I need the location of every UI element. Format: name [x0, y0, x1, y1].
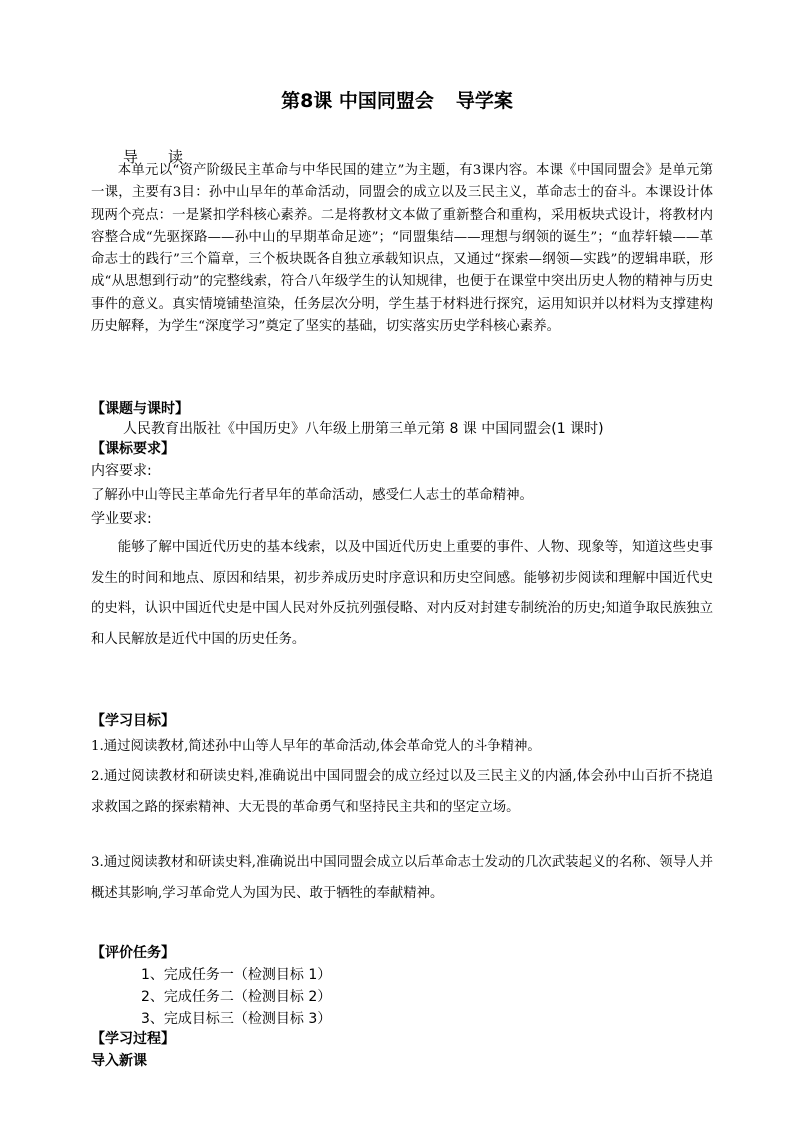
intro-new-lesson: 导入新课	[91, 1053, 147, 1069]
section-process: 【学习过程】	[91, 1031, 175, 1047]
daodu-heading: 导读	[123, 148, 214, 166]
goal-1: 1.通过阅读教材,简述孙中山等人早年的革命活动,体会革命党人的斗争精神。	[91, 739, 541, 754]
course-line: 人民教育出版社《中国历史》八年级上册第三单元第 8 课 中国同盟会(1 课时)	[123, 421, 604, 437]
page-title	[0, 86, 794, 113]
title-guide: 导学案	[455, 90, 513, 112]
section-standard: 【课标要求】	[91, 441, 175, 457]
content-req-text: 了解孙中山等民主革命先行者早年的革命活动，感受仁人志士的革命精神。	[91, 488, 533, 503]
goal-3: 3.通过阅读教材和研读史料,准确说出中国同盟会成立以后革命志士发动的几次武装起义的名称、领导人并概述其影响,学习革命党人为国为民、敢于牺牲的奉献精神。	[91, 855, 713, 901]
task-3: 3、完成目标三（检测目标 3）	[141, 1011, 332, 1027]
section-eval: 【评价任务】	[91, 945, 175, 961]
content-req-label: 内容要求:	[91, 463, 152, 479]
title-lesson: 第8课 中国同盟会	[281, 90, 434, 112]
daodu-paragraph: 本单元以“资产阶级民主革命与中华民国的建立”为主题，有3课内容。本课《中国同盟会》是单元第一课，主要有3目：孙中山早年的革命活动，同盟会的成立以及三民主义，革命志士的奋斗。本课设计体现两个亮点：一是紧扣学科核心素养。二是将教材文本做了重新整合和重构，采用板块式设计，将教材内容整合成“先驱探路——孙中山的早期革命足迹”；“同盟集结——理想与纲领的诞生”；“血荐轩辕——革命志士的践行”三个篇章，三个板块既各自独立承载知识点，又通过“探索—纲领—实践”的逻辑串联，形成“从思想到行动”的完整线索，符合八年级学生的认知规律，也便于在课堂中突出历史人物的精神与历史事件的意义。真实情境铺垫渲染，任务层次分明，学生基于材料进行探究，运用知识并以材料为支撑建构历史解释，为学生“深度学习”奠定了坚实的基础，切实落实历史学科核心素养。	[91, 163, 713, 335]
academic-req-label: 学业要求:	[91, 511, 152, 527]
task-2: 2、完成任务二（检测目标 2）	[141, 989, 332, 1005]
section-course: 【课题与课时】	[91, 401, 189, 417]
task-1: 1、完成任务一（检测目标 1）	[141, 967, 332, 983]
goal-2: 2.通过阅读教材和研读史料,准确说出中国同盟会的成立经过以及三民主义的内涵,体会孙中山百折不挠追求救国之路的探索精神、大无畏的革命勇气和坚持民主共和的坚定立场。	[91, 769, 713, 815]
section-goals: 【学习目标】	[91, 713, 175, 729]
academic-req-text: 能够了解中国近代历史的基本线索，以及中国近代历史上重要的事件、人物、现象等，知道这些史事发生的时间和地点、原因和结果，初步养成历史时序意识和历史空间感。能够初步阅读和理解中国近代史的史料，认识中国近代史是中国人民对外反抗列强侵略、对内反对封建专制统治的历史;知道争取民族独立和人民解放是近代中国的历史任务。	[91, 540, 713, 647]
